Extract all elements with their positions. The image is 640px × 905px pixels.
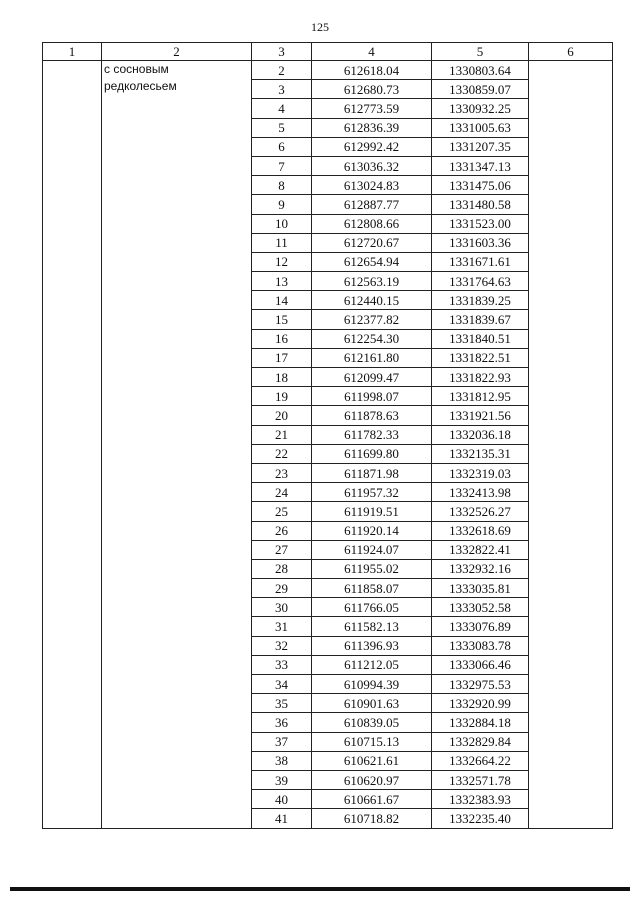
point-number-cell: 10 — [252, 214, 312, 233]
x-coordinate-cell: 610661.67 — [312, 790, 432, 809]
col-header-6: 6 — [529, 43, 613, 61]
col-header-5: 5 — [432, 43, 529, 61]
y-coordinate-cell: 1331523.00 — [432, 214, 529, 233]
y-coordinate-cell: 1332829.84 — [432, 732, 529, 751]
point-number-cell: 30 — [252, 598, 312, 617]
point-number-cell: 19 — [252, 387, 312, 406]
x-coordinate-cell: 610621.61 — [312, 751, 432, 770]
point-number-cell: 12 — [252, 252, 312, 271]
x-coordinate-cell: 611920.14 — [312, 521, 432, 540]
x-coordinate-cell: 611582.13 — [312, 617, 432, 636]
y-coordinate-cell: 1331603.36 — [432, 233, 529, 252]
y-coordinate-cell: 1331671.61 — [432, 252, 529, 271]
point-number-cell: 41 — [252, 809, 312, 828]
y-coordinate-cell: 1332920.99 — [432, 694, 529, 713]
point-number-cell: 24 — [252, 483, 312, 502]
point-number-cell: 36 — [252, 713, 312, 732]
point-number-cell: 15 — [252, 310, 312, 329]
point-number-cell: 28 — [252, 559, 312, 578]
y-coordinate-cell: 1332884.18 — [432, 713, 529, 732]
point-number-cell: 21 — [252, 425, 312, 444]
x-coordinate-cell: 612563.19 — [312, 272, 432, 291]
x-coordinate-cell: 612618.04 — [312, 61, 432, 80]
page-number: 125 — [311, 20, 329, 34]
point-number-cell: 6 — [252, 137, 312, 156]
x-coordinate-cell: 610901.63 — [312, 694, 432, 713]
y-coordinate-cell: 1330803.64 — [432, 61, 529, 80]
y-coordinate-cell: 1332822.41 — [432, 540, 529, 559]
x-coordinate-cell: 612161.80 — [312, 348, 432, 367]
point-number-cell: 37 — [252, 732, 312, 751]
header-row — [43, 43, 613, 61]
point-number-cell: 25 — [252, 502, 312, 521]
y-coordinate-cell: 1333052.58 — [432, 598, 529, 617]
x-coordinate-cell: 612808.66 — [312, 214, 432, 233]
y-coordinate-cell: 1332319.03 — [432, 463, 529, 482]
point-number-cell: 5 — [252, 118, 312, 137]
y-coordinate-cell: 1332036.18 — [432, 425, 529, 444]
x-coordinate-cell: 612836.39 — [312, 118, 432, 137]
x-coordinate-cell: 612377.82 — [312, 310, 432, 329]
y-coordinate-cell: 1330932.25 — [432, 99, 529, 118]
col6-cell — [529, 61, 613, 829]
y-coordinate-cell: 1333076.89 — [432, 617, 529, 636]
x-coordinate-cell: 611782.33 — [312, 425, 432, 444]
point-number-cell: 20 — [252, 406, 312, 425]
point-number-cell: 33 — [252, 655, 312, 674]
point-number-cell: 39 — [252, 770, 312, 789]
x-coordinate-cell: 612254.30 — [312, 329, 432, 348]
x-coordinate-cell: 613024.83 — [312, 176, 432, 195]
point-number-cell: 4 — [252, 99, 312, 118]
point-number-cell: 27 — [252, 540, 312, 559]
y-coordinate-cell: 1332413.98 — [432, 483, 529, 502]
y-coordinate-cell: 1331822.93 — [432, 368, 529, 387]
x-coordinate-cell: 612887.77 — [312, 195, 432, 214]
y-coordinate-cell: 1332135.31 — [432, 444, 529, 463]
bottom-rule — [10, 887, 630, 891]
point-number-cell: 35 — [252, 694, 312, 713]
y-coordinate-cell: 1333035.81 — [432, 579, 529, 598]
col-header-2: 2 — [102, 43, 252, 61]
col-header-3: 3 — [252, 43, 312, 61]
point-number-cell: 13 — [252, 272, 312, 291]
coordinates-table — [42, 42, 613, 829]
point-number-cell: 40 — [252, 790, 312, 809]
x-coordinate-cell: 611766.05 — [312, 598, 432, 617]
x-coordinate-cell: 611924.07 — [312, 540, 432, 559]
x-coordinate-cell: 612654.94 — [312, 252, 432, 271]
description-line: редколесьем — [104, 79, 177, 93]
x-coordinate-cell: 611396.93 — [312, 636, 432, 655]
point-number-cell: 34 — [252, 675, 312, 694]
point-number-cell: 17 — [252, 348, 312, 367]
y-coordinate-cell: 1331005.63 — [432, 118, 529, 137]
col1-cell — [43, 61, 102, 829]
point-number-cell: 18 — [252, 368, 312, 387]
x-coordinate-cell: 611955.02 — [312, 559, 432, 578]
y-coordinate-cell: 1332235.40 — [432, 809, 529, 828]
y-coordinate-cell: 1331480.58 — [432, 195, 529, 214]
x-coordinate-cell: 612992.42 — [312, 137, 432, 156]
point-number-cell: 22 — [252, 444, 312, 463]
point-number-cell: 7 — [252, 156, 312, 175]
table-body — [43, 61, 613, 829]
y-coordinate-cell: 1332571.78 — [432, 770, 529, 789]
y-coordinate-cell: 1331839.67 — [432, 310, 529, 329]
y-coordinate-cell: 1332618.69 — [432, 521, 529, 540]
y-coordinate-cell: 1331764.63 — [432, 272, 529, 291]
x-coordinate-cell: 612099.47 — [312, 368, 432, 387]
x-coordinate-cell: 610718.82 — [312, 809, 432, 828]
point-number-cell: 31 — [252, 617, 312, 636]
point-number-cell: 3 — [252, 80, 312, 99]
y-coordinate-cell: 1331921.56 — [432, 406, 529, 425]
x-coordinate-cell: 612773.59 — [312, 99, 432, 118]
point-number-cell: 23 — [252, 463, 312, 482]
y-coordinate-cell: 1331840.51 — [432, 329, 529, 348]
y-coordinate-cell: 1331839.25 — [432, 291, 529, 310]
y-coordinate-cell: 1332526.27 — [432, 502, 529, 521]
point-number-cell: 16 — [252, 329, 312, 348]
x-coordinate-cell: 611878.63 — [312, 406, 432, 425]
y-coordinate-cell: 1332664.22 — [432, 751, 529, 770]
y-coordinate-cell: 1331475.06 — [432, 176, 529, 195]
table-row — [43, 61, 613, 80]
y-coordinate-cell: 1331207.35 — [432, 137, 529, 156]
point-number-cell: 29 — [252, 579, 312, 598]
x-coordinate-cell: 610994.39 — [312, 675, 432, 694]
y-coordinate-cell: 1330859.07 — [432, 80, 529, 99]
point-number-cell: 26 — [252, 521, 312, 540]
point-number-cell: 38 — [252, 751, 312, 770]
y-coordinate-cell: 1331347.13 — [432, 156, 529, 175]
description-cell — [102, 61, 252, 829]
x-coordinate-cell: 610839.05 — [312, 713, 432, 732]
x-coordinate-cell: 610620.97 — [312, 770, 432, 789]
x-coordinate-cell: 612680.73 — [312, 80, 432, 99]
point-number-cell: 14 — [252, 291, 312, 310]
y-coordinate-cell: 1332975.53 — [432, 675, 529, 694]
x-coordinate-cell: 611858.07 — [312, 579, 432, 598]
x-coordinate-cell: 612720.67 — [312, 233, 432, 252]
x-coordinate-cell: 611699.80 — [312, 444, 432, 463]
x-coordinate-cell: 611871.98 — [312, 463, 432, 482]
point-number-cell: 32 — [252, 636, 312, 655]
x-coordinate-cell: 611212.05 — [312, 655, 432, 674]
x-coordinate-cell: 611957.32 — [312, 483, 432, 502]
y-coordinate-cell: 1331822.51 — [432, 348, 529, 367]
description-line: с сосновым — [104, 62, 169, 76]
y-coordinate-cell: 1333083.78 — [432, 636, 529, 655]
y-coordinate-cell: 1332383.93 — [432, 790, 529, 809]
x-coordinate-cell: 611998.07 — [312, 387, 432, 406]
x-coordinate-cell: 612440.15 — [312, 291, 432, 310]
point-number-cell: 2 — [252, 61, 312, 80]
y-coordinate-cell: 1331812.95 — [432, 387, 529, 406]
col-header-4: 4 — [312, 43, 432, 61]
x-coordinate-cell: 613036.32 — [312, 156, 432, 175]
x-coordinate-cell: 611919.51 — [312, 502, 432, 521]
y-coordinate-cell: 1333066.46 — [432, 655, 529, 674]
x-coordinate-cell: 610715.13 — [312, 732, 432, 751]
col-header-1: 1 — [43, 43, 102, 61]
y-coordinate-cell: 1332932.16 — [432, 559, 529, 578]
point-number-cell: 11 — [252, 233, 312, 252]
point-number-cell: 8 — [252, 176, 312, 195]
point-number-cell: 9 — [252, 195, 312, 214]
